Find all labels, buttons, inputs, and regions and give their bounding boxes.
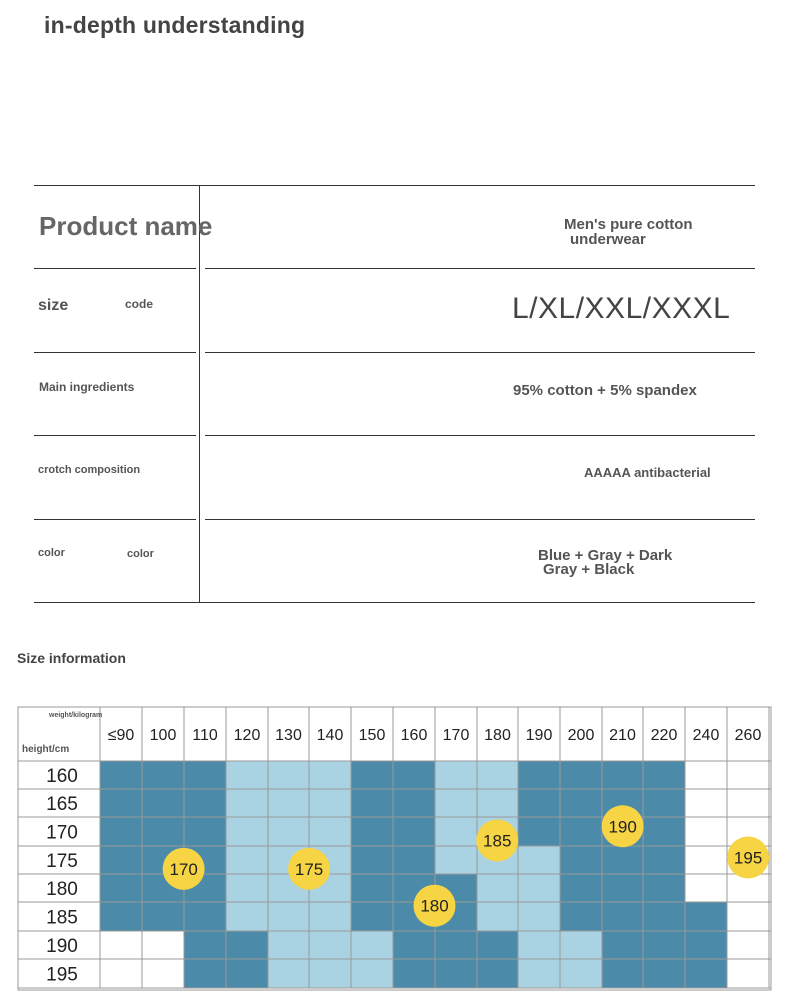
zone-cell-175: [226, 874, 268, 902]
zone-cell-185: [351, 959, 393, 988]
zone-cell-175: [226, 789, 268, 817]
zone-cell-190: [560, 902, 602, 931]
zone-cell-175: [226, 902, 268, 931]
zone-cell-190: [643, 902, 685, 931]
zone-cell-185: [435, 846, 477, 874]
zone-cell-185: [518, 874, 560, 902]
zone-cell-185: [309, 931, 351, 959]
zone-cell-170: [184, 902, 226, 931]
weight-tick-label: 180: [484, 727, 511, 744]
weight-tick-label: 130: [275, 727, 302, 744]
zone-cell-190: [602, 931, 643, 959]
zone-cell-190: [518, 817, 560, 846]
zone-cell-190: [518, 789, 560, 817]
weight-tick-label: 120: [233, 727, 261, 744]
zone-cell-180: [477, 959, 518, 988]
zone-cell-190: [560, 789, 602, 817]
size-bubble-label: 180: [420, 896, 449, 916]
zone-cell-175: [226, 846, 268, 874]
zone-cell-185: [309, 959, 351, 988]
zone-cell-175: [309, 789, 351, 817]
zone-cell-180: [393, 931, 435, 959]
zone-cell-190: [643, 761, 685, 789]
weight-tick-label: 140: [316, 727, 344, 744]
zone-cell-185: [477, 761, 518, 789]
weight-tick-label: 260: [734, 727, 762, 744]
zone-cell-185: [560, 931, 602, 959]
weight-tick-label: 100: [149, 727, 177, 744]
weight-tick-label: 110: [192, 727, 218, 744]
zone-cell-175: [268, 902, 309, 931]
height-tick-label: 160: [46, 766, 78, 787]
weight-tick-label: 240: [692, 727, 720, 744]
zone-cell-170: [142, 817, 184, 846]
zone-cell-175: [268, 789, 309, 817]
zone-cell-190: [602, 959, 643, 988]
zone-cell-185: [560, 959, 602, 988]
size-info-title: Size information: [17, 650, 126, 666]
zone-cell-170: [142, 902, 184, 931]
code-label: code: [125, 297, 154, 311]
zone-cell-190: [560, 874, 602, 902]
weight-tick-label: 170: [442, 727, 470, 744]
weight-tick-label: 190: [525, 727, 553, 744]
zone-cell-180: [226, 931, 268, 959]
zone-cell-170: [100, 789, 142, 817]
zone-cell-185: [518, 902, 560, 931]
zone-cell-190: [602, 761, 643, 789]
zone-cell-180: [393, 846, 435, 874]
zone-cell-190: [685, 959, 727, 988]
zone-cell-190: [643, 789, 685, 817]
height-tick-label: 180: [46, 879, 78, 900]
crotch-composition-label: crotch composition: [38, 464, 141, 476]
zone-cell-180: [351, 761, 393, 789]
zone-cell-180: [351, 874, 393, 902]
zone-cell-180: [435, 959, 477, 988]
zone-cell-180: [393, 959, 435, 988]
zone-cell-185: [351, 931, 393, 959]
zone-cell-190: [602, 902, 643, 931]
size-bubble-label: 170: [169, 859, 198, 879]
zone-cell-190: [518, 761, 560, 789]
height-axis-label: height/cm: [22, 744, 70, 755]
zone-cell-185: [435, 761, 477, 789]
height-tick-label: 185: [46, 907, 78, 929]
size-bubble-label: 190: [608, 817, 637, 837]
zone-cell-170: [100, 846, 142, 874]
zone-cell-185: [477, 789, 518, 817]
zone-cell-175: [268, 761, 309, 789]
size-label: size: [38, 297, 69, 314]
height-tick-label: 165: [46, 794, 78, 815]
weight-tick-label: 160: [400, 727, 428, 744]
zone-cell-180: [393, 817, 435, 846]
zone-cell-185: [435, 789, 477, 817]
zone-cell-170: [100, 817, 142, 846]
zone-cell-170: [100, 761, 142, 789]
zone-cell-190: [560, 846, 602, 874]
product-name-label: Product name: [39, 211, 213, 241]
zone-cell-185: [268, 959, 309, 988]
zone-cell-180: [184, 931, 226, 959]
zone-cell-190: [643, 817, 685, 846]
main-ingredients-label: Main ingredients: [39, 380, 135, 394]
color-label: color: [38, 547, 65, 559]
zone-cell-175: [309, 902, 351, 931]
zone-cell-175: [268, 817, 309, 846]
zone-cell-190: [560, 761, 602, 789]
weight-tick-label: 200: [567, 727, 595, 744]
zone-cell-190: [643, 874, 685, 902]
zone-cell-180: [393, 789, 435, 817]
crotch-composition-value: AAAAA antibacterial: [584, 465, 711, 480]
zone-cell-190: [643, 959, 685, 988]
height-tick-label: 170: [46, 822, 78, 844]
zone-cell-175: [226, 761, 268, 789]
zone-cell-175: [309, 817, 351, 846]
zone-cell-180: [351, 789, 393, 817]
height-tick-label: 190: [46, 936, 78, 957]
zone-cell-180: [351, 846, 393, 874]
zone-cell-180: [184, 959, 226, 988]
weight-tick-label: 210: [609, 727, 636, 744]
size-bubble-label: 175: [294, 859, 324, 879]
zone-cell-185: [477, 874, 518, 902]
zone-cell-185: [518, 959, 560, 988]
main-ingredients-value: 95% cotton + 5% spandex: [513, 382, 697, 399]
zone-cell-170: [184, 761, 226, 789]
zone-cell-175: [309, 761, 351, 789]
zone-cell-170: [142, 761, 184, 789]
zone-cell-180: [351, 902, 393, 931]
zone-cell-170: [142, 789, 184, 817]
zone-cell-180: [477, 931, 518, 959]
size-bubble-label: 195: [733, 848, 763, 868]
height-tick-label: 175: [46, 851, 78, 872]
zone-cell-185: [518, 846, 560, 874]
zone-cell-180: [351, 817, 393, 846]
zone-cell-190: [643, 846, 685, 874]
zone-cell-190: [560, 817, 602, 846]
zone-cell-185: [268, 931, 309, 959]
color-value: Blue + Gray + Dark Gray + Black: [538, 547, 673, 578]
zone-cell-185: [518, 931, 560, 959]
zone-cell-170: [184, 789, 226, 817]
weight-tick-label: 220: [650, 727, 678, 744]
size-value: L/XL/XXL/XXXL: [512, 292, 731, 325]
height-tick-label: 195: [46, 964, 78, 986]
zone-cell-185: [435, 817, 477, 846]
zone-cell-170: [100, 902, 142, 931]
zone-cell-190: [643, 931, 685, 959]
weight-tick-label: 150: [358, 727, 386, 744]
weight-axis-label: weight/kilogram: [49, 712, 103, 719]
zone-cell-185: [477, 902, 518, 931]
zone-cell-170: [184, 817, 226, 846]
weight-tick-label: ≤90: [107, 727, 135, 744]
zone-cell-190: [685, 931, 727, 959]
color-sub-label: color: [127, 548, 154, 560]
zone-cell-180: [226, 959, 268, 988]
page-title: in-depth understanding: [44, 12, 306, 38]
zone-cell-170: [100, 874, 142, 902]
zone-cell-180: [435, 931, 477, 959]
zone-cell-180: [393, 761, 435, 789]
zone-cell-190: [602, 874, 643, 902]
size-bubble-label: 185: [483, 831, 512, 851]
zone-cell-190: [602, 846, 643, 874]
product-name-value: Men's pure cotton underwear: [564, 216, 693, 248]
zone-cell-190: [685, 902, 727, 931]
zone-cell-175: [226, 817, 268, 846]
